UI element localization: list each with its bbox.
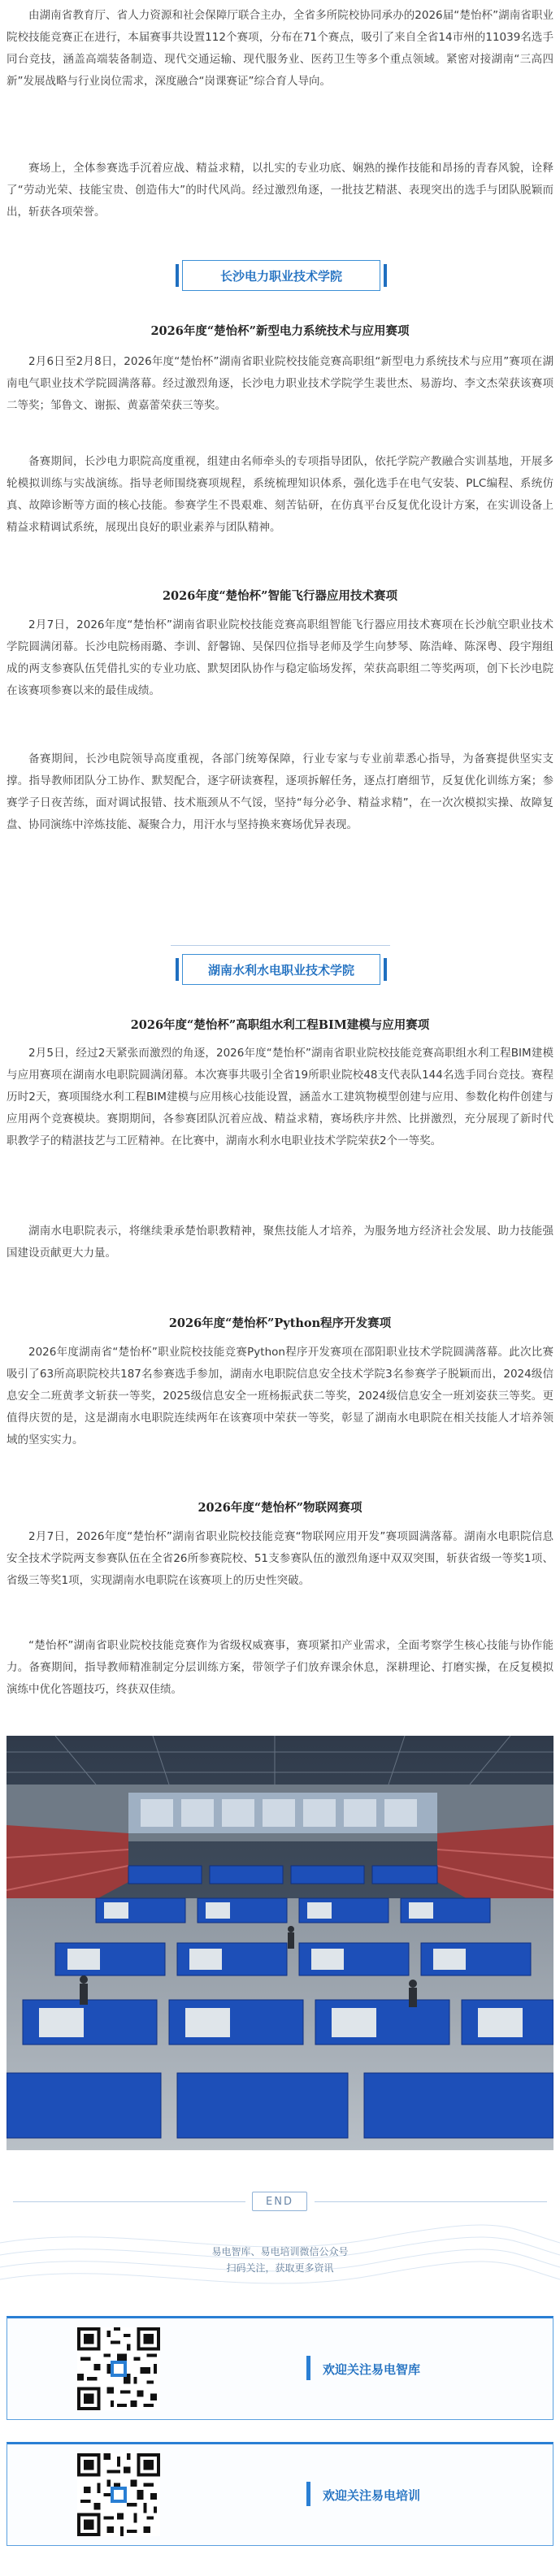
end-divider-right: [315, 2201, 547, 2202]
competition-hall-photo: [7, 1736, 553, 2150]
subsection-heading: 2026年度“楚怡杯”智能飞行器应用技术赛项: [162, 589, 398, 603]
paragraph: 备赛期间，长沙电院领导高度重视，各部门统筹保障，行业专家与专业前辈悉心指导，为备赛提供坚实支撑。指导教师团队分工协作、默契配合，逐字研读赛程，逐项拆解任务，逐点打磨细节，反复优化训练方案；参赛学子日夜苦练，面对调试报错、技术瓶颈从不气馁，坚持“每分必争、精益求精”，在一次次模拟实操、故障复盘、协同演练中淬炼技能、凝聚合力，用汗水与坚持换来赛场优异表现。: [7, 752, 553, 831]
intro-paragraph: 赛场上，全体参赛选手沉着应战、精益求精，以扎实的专业功底、娴熟的操作技能和昂扬的青春风貌，诠释了“劳动光荣、技能宝贵、创造伟大”的时代风尚。经过激烈角逐，一批技艺精湛、表现突出的选手与团队脱颖而出，斩获各项荣誉。: [7, 162, 553, 219]
follow-label[interactable]: 欢迎关注易电培训: [323, 2488, 421, 2503]
end-divider-left: [13, 2201, 245, 2202]
follow-label[interactable]: 欢迎关注易电智库: [323, 2362, 421, 2377]
paragraph: 2月5日，经过2天紧张而激烈的角逐，2026年度“楚怡杯”湖南省职业院校技能竞赛高职组水利工程BIM建模与应用赛项在湖南水电职院圆满闭幕。本次赛事共吸引全省19所职业院校48支代表队144名选手同台竞技。赛程历时2天，赛项围绕水利工程BIM建模与应用核心技能设置，涵盖水工建筑物模型创建与应用、参数化构件创建与应用两个竞赛模块。赛期期间，各参赛团队沉着应战、精益求精，赛场秩序井然、比拼激烈，充分展现了新时代职教学子的精湛技艺与工匠精神。在比赛中，湖南水利水电职业技术学院荣获2个一等奖。: [7, 1047, 553, 1147]
subsection-heading: 2026年度“楚怡杯”Python程序开发赛项: [168, 1316, 392, 1330]
paragraph: “楚怡杯”湖南省职业院校技能竞赛作为省级权威赛事，赛项紧扣产业需求，全面考察学生核心技能与协作能力。备赛期间，指导教师精准制定分层训练方案，带领学子们放弃课余休息，深耕理论、打磨实操，在反复模拟演练中优化答题技巧，终获双佳绩。: [7, 1639, 553, 1696]
section-title: 湖南水利水电职业技术学院: [182, 954, 380, 985]
paragraph: 备赛期间，长沙电力职院高度重视，组建由名师牵头的专项指导团队，依托学院产教融合实训基地，开展多轮模拟训练与实战演练。指导老师围绕赛项规程，系统梳理知识体系，强化选手在电气安装、PLC编程、系统仿真、故障诊断等方面的核心技能。参赛学生不畏艰难、刻苦钻研，在仿真平台反复优化设计方案，在实训设备上精益求精调试系统，展现出良好的职业素养与团队精神。: [7, 455, 553, 534]
section-title: 长沙电力职业技术学院: [182, 260, 380, 291]
intro-paragraph: 由湖南省教育厅、省人力资源和社会保障厅联合主办，全省多所院校协同承办的2026届“楚怡杯”湖南省职业院校技能竞赛正在进行，本届赛事共设置112个赛项，分布在71个赛点，吸引了来自全省14市州的11039名选手同台竞技，涵盖高端装备制造、现代交通运输、现代服务业、医药卫生等多个重点领域。紧密对接湖南“三高四新”发展战略与行业岗位需求，深度融合“岗课赛证”综合育人导向。: [7, 9, 553, 88]
qr-code-icon[interactable]: [77, 2453, 160, 2536]
paragraph: 2月6日至2月8日，2026年度“楚怡杯”湖南省职业院校技能竞赛高职组“新型电力系统技术与应用”赛项在湖南电气职业技术学院圆满落幕。经过激烈角逐，长沙电力职业技术学院学生裴世杰、易游均、李文杰荣获该赛项二等奖；邹鲁文、谢振、黄嘉蕾荣获三等奖。: [7, 355, 553, 412]
footer-note: 扫码关注，获取更多资讯: [226, 2262, 334, 2274]
paragraph: 2026年度湖南省“楚怡杯”职业院校技能竞赛Python程序开发赛项在邵阳职业技术学院圆满落幕。此次比赛吸引了63所高职院校共187名参赛选手参加，湖南水电职院信息安全技术学院3名参赛学子脱颖而出，2024级信息安全二班黄孝文斩获一等奖，2025级信息安全一班杨振武获二等奖，2024级信息安全一班刘姿获三等奖。更值得庆贺的是，这是湖南水电职院连续两年在该赛项中荣获一等奖，彰显了湖南水电职院在相关技能人才培养领域的坚实实力。: [7, 1346, 553, 1446]
paragraph: 2月7日，2026年度“楚怡杯”湖南省职业院校技能竞赛高职组智能飞行器应用技术赛项在长沙航空职业技术学院圆满闭幕。长沙电院杨雨璐、李训、舒馨锦、吴保四位指导老师及学生向梦琴、陈浩峰、陈深粤、段宇翔组成的两支参赛队伍凭借扎实的专业功底、默契团队协作与稳定临场发挥，荣获高职组二等奖两项，创下长沙电院在该赛项参赛以来的最佳成绩。: [7, 618, 553, 697]
paragraph: 2月7日，2026年度“楚怡杯”湖南省职业院校技能竞赛“物联网应用开发”赛项圆满落幕。湖南水电职院信息安全技术学院两支参赛队伍在全省26所参赛院校、51支参赛队伍的激烈角逐中双双突围，斩获省级一等奖1项、省级三等奖1项，实现湖南水电职院在该赛项上的历史性突破。: [7, 1530, 553, 1587]
qr-code-icon[interactable]: [77, 2327, 160, 2410]
accent-bar: [306, 2482, 310, 2506]
subsection-heading: 2026年度“楚怡杯”物联网赛项: [198, 1501, 362, 1515]
paragraph: 湖南水电职院表示，将继续秉承楚怡职教精神，聚焦技能人才培养，为服务地方经济社会发展、助力技能强国建设贡献更大力量。: [7, 1225, 553, 1260]
subsection-heading: 2026年度“楚怡杯”高职组水利工程BIM建模与应用赛项: [130, 1018, 430, 1032]
accent-bar: [306, 2356, 310, 2380]
end-marker: END: [252, 2192, 307, 2211]
divider: [171, 945, 390, 946]
footer-note: 易电智库、易电培训微信公众号: [211, 2246, 349, 2257]
follow-card[interactable]: [7, 2442, 553, 2546]
subsection-heading: 2026年度“楚怡杯”新型电力系统技术与应用赛项: [150, 324, 410, 338]
follow-card[interactable]: [7, 2316, 553, 2420]
